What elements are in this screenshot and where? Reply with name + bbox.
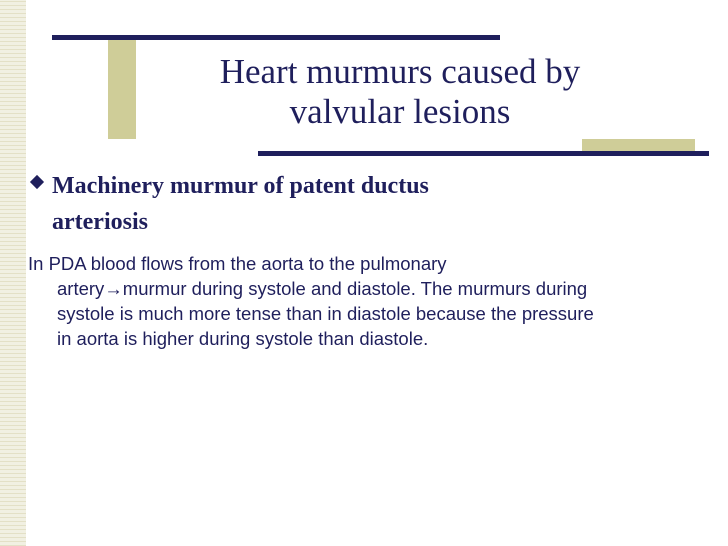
bottom-rule [258,151,709,156]
paragraph-line-1: In PDA blood flows from the aorta to the pulmonary [28,253,447,274]
title-line-1: Heart murmurs caused by [219,52,581,91]
top-accent-box [108,40,136,139]
bottom-accent-box [582,139,695,151]
artery-text: artery [57,278,105,299]
paragraph-line-2 [28,276,688,301]
title-line-2: valvular lesions [289,92,511,131]
left-stripe-bar [0,0,26,546]
bullet-line-2: arteriosis [52,209,148,235]
slide-title [150,52,650,132]
body-paragraph [28,251,688,351]
paragraph-line-3: systole is much more tense than in diastole because the pressure [57,303,594,324]
paragraph-line-4: in aorta is higher during systole than diastole. [57,328,429,349]
bullet-text [52,168,608,240]
bullet-line-1: Machinery murmur of patent ductus [52,173,429,199]
bullet-item [28,168,608,240]
murmur-text: murmur during systole and diastole. The murmurs during [122,278,588,299]
diamond-bullet-icon [30,175,44,189]
right-arrow-icon: → [104,278,123,299]
